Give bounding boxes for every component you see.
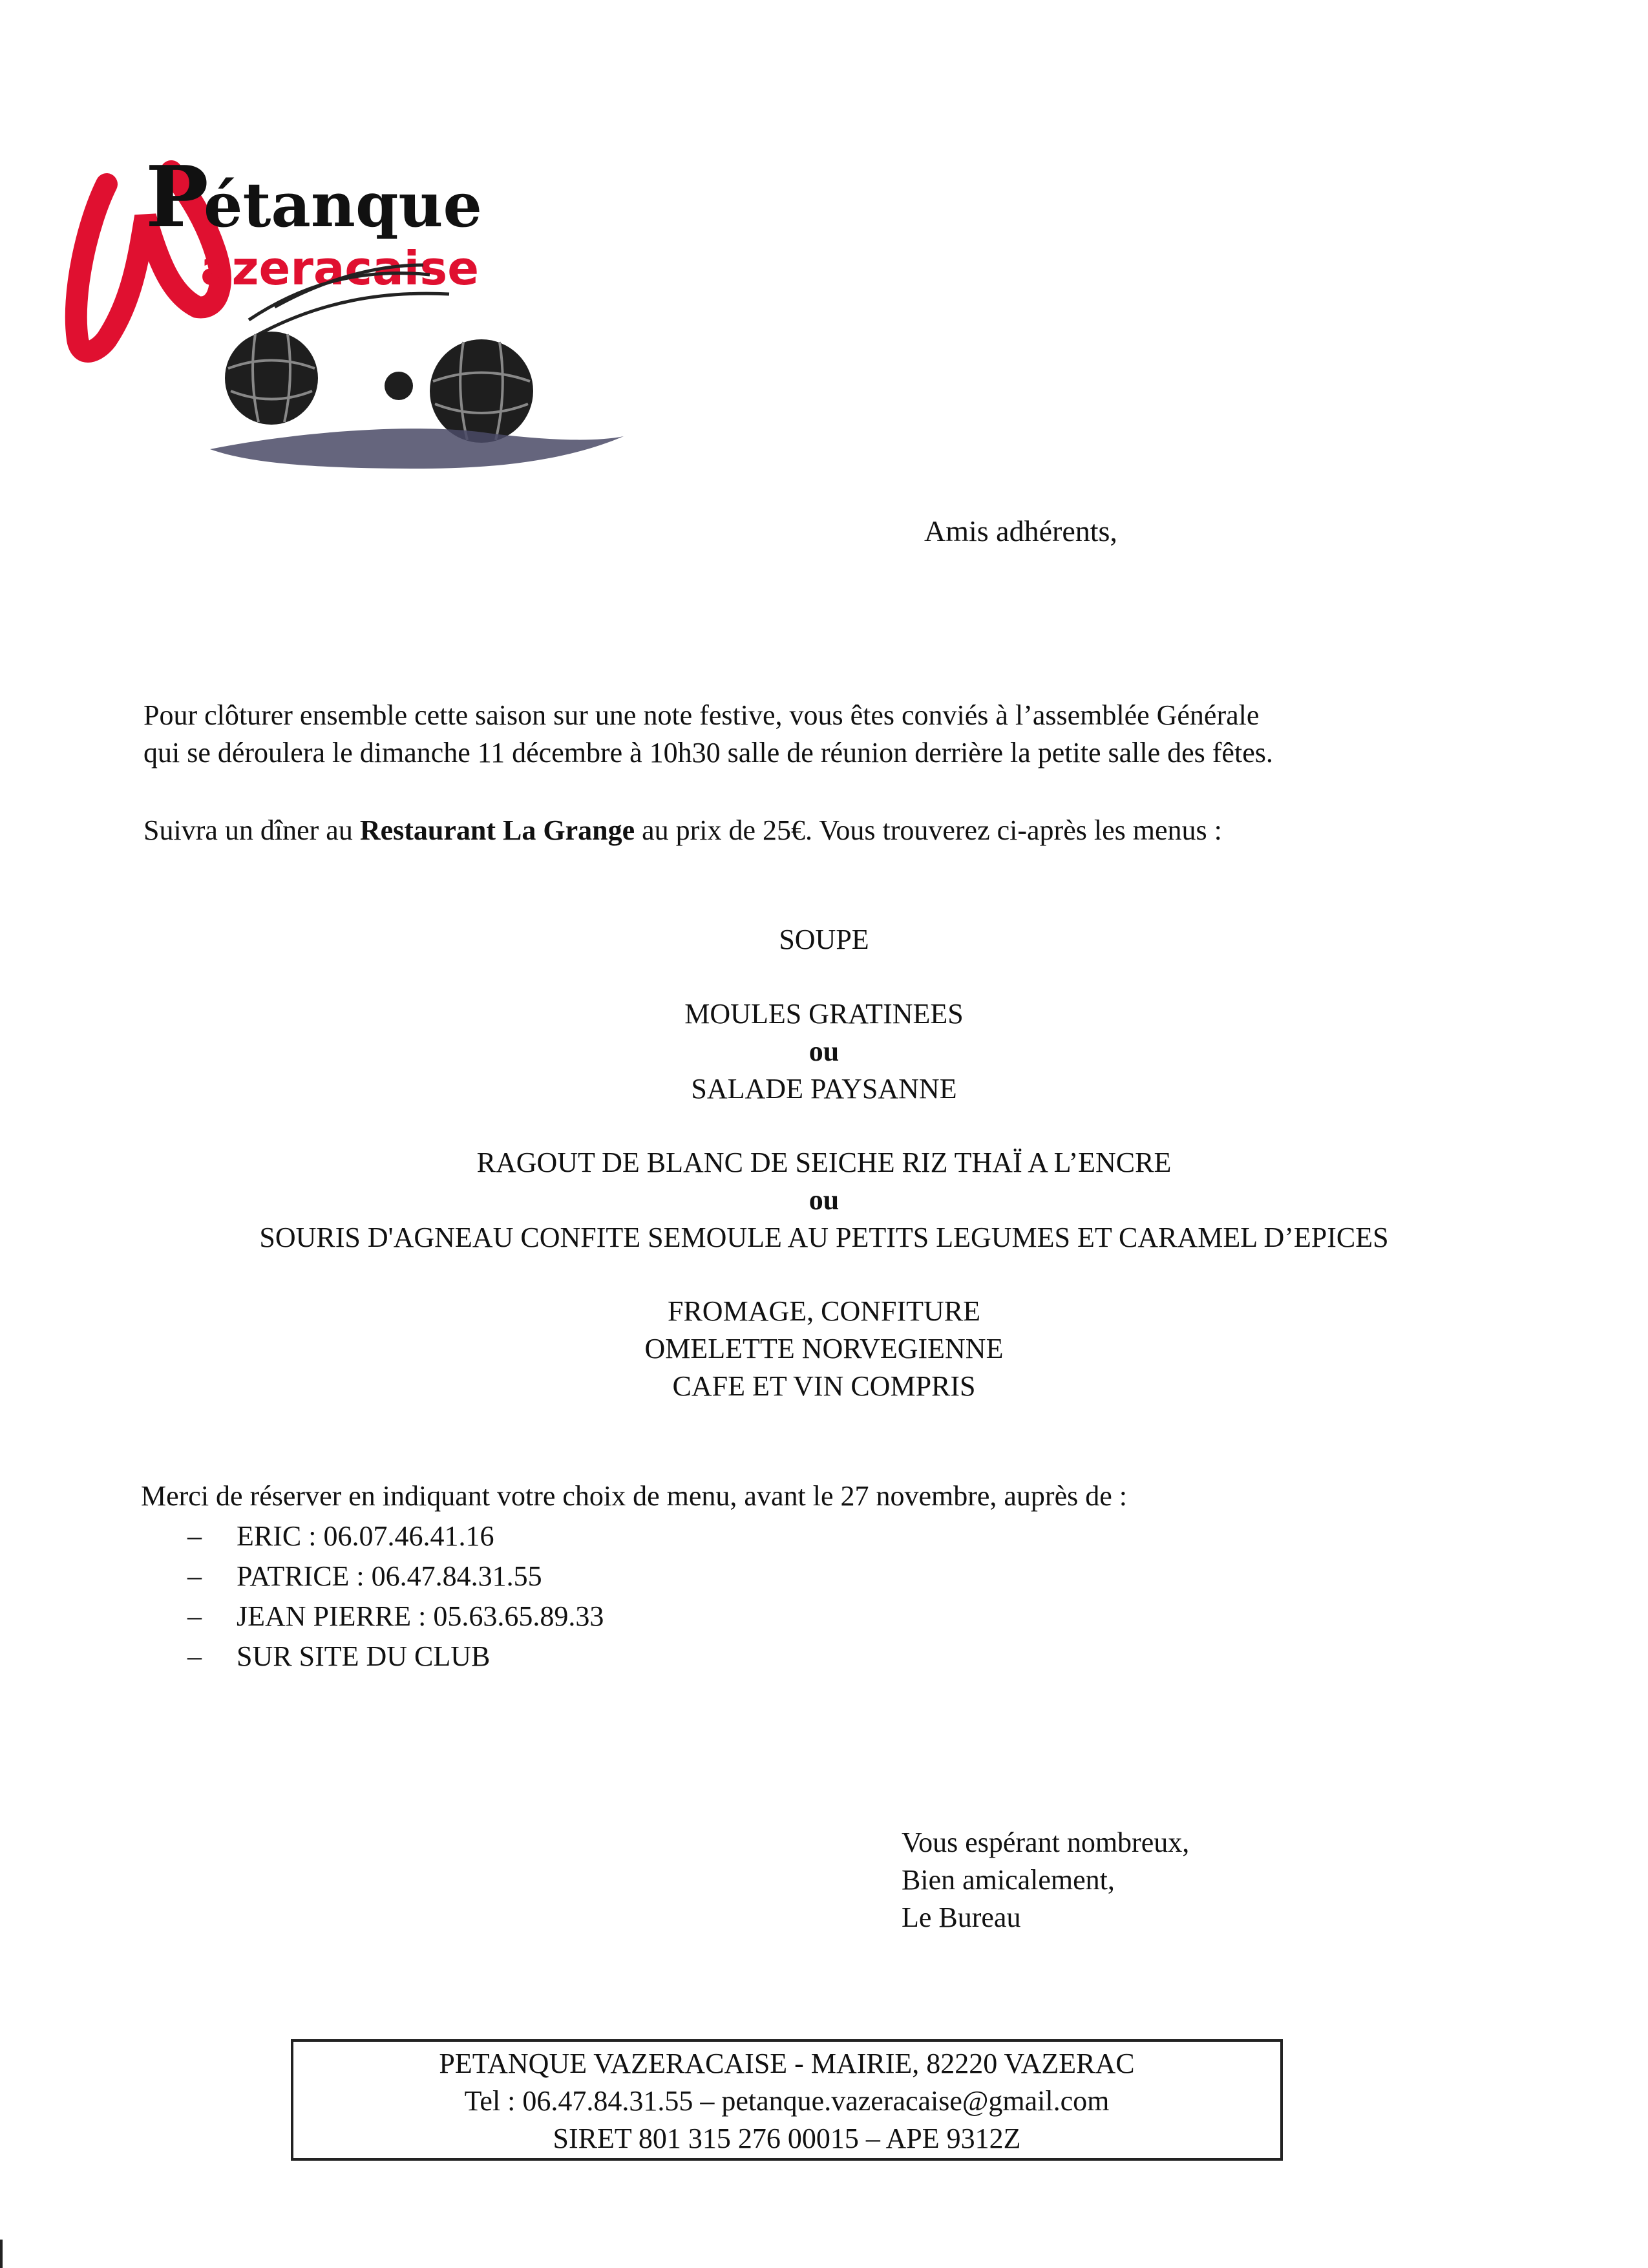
menu-main-a: RAGOUT DE BLANC DE SEICHE RIZ THAÏ A L’ENCRE	[476, 1147, 1172, 1178]
footer-phone-email: Tel : 06.47.84.31.55 – petanque.vazeracaise@gmail.com	[464, 2085, 1110, 2117]
closing-line-1: Vous espérant nombreux,	[902, 1827, 1190, 1858]
list-item	[187, 1596, 604, 1637]
list-item	[187, 1637, 604, 1677]
contact-list	[187, 1516, 604, 1677]
footer-contact-box	[291, 2039, 1283, 2161]
menu-main-b: SOURIS D'AGNEAU CONFITE SEMOULE AU PETITS LEGUMES ET CARAMEL D’EPICES	[259, 1222, 1389, 1253]
contact-eric: ERIC : 06.07.46.41.16	[237, 1520, 494, 1552]
menu-dessert-2: OMELETTE NORVEGIENNE	[644, 1333, 1004, 1364]
menu-dessert-1: FROMAGE, CONFITURE	[667, 1295, 981, 1327]
menu-starter-a: MOULES GRATINEES	[684, 998, 964, 1030]
menu-main-block	[0, 1144, 1648, 1256]
menu-or-2: ou	[808, 1184, 840, 1216]
closing-line-3: Le Bureau	[902, 1902, 1021, 1933]
menu-starter-b: SALADE PAYSANNE	[691, 1073, 957, 1105]
closing-line-2: Bien amicalement,	[902, 1864, 1115, 1896]
list-item	[187, 1516, 604, 1556]
contact-patrice: PATRICE : 06.47.84.31.55	[237, 1560, 542, 1592]
list-item	[187, 1556, 604, 1596]
greeting: Amis adhérents,	[924, 514, 1117, 547]
intro-paragraph	[143, 697, 1514, 772]
logo-initial-p: P	[145, 147, 209, 246]
footer-siret: SIRET 801 315 276 00015 – APE 9312Z	[553, 2123, 1021, 2154]
scan-edge-mark	[0, 2240, 3, 2268]
menu-starter-block	[0, 995, 1648, 1108]
logo-word-vazeracaise: azeracaise	[200, 241, 480, 295]
logo-boule-left	[225, 332, 318, 425]
reservation-text: Merci de réserver en indiquant votre choix de menu, avant le 27 novembre, auprès de :	[141, 1480, 1127, 1512]
restaurant-name: Restaurant La Grange	[359, 814, 635, 846]
intro-line-1: Pour clôturer ensemble cette saison sur une note festive, vous êtes conviés à l’assemblée Générale	[143, 699, 1260, 731]
list-dash: –	[187, 1640, 202, 1672]
club-logo	[61, 145, 675, 488]
menu-soup: SOUPE	[779, 924, 869, 955]
dinner-paragraph	[143, 812, 1514, 849]
contact-jean-pierre: JEAN PIERRE : 05.63.65.89.33	[237, 1600, 604, 1632]
contact-club-site: SUR SITE DU CLUB	[237, 1640, 491, 1672]
dinner-text-before: Suivra un dîner au	[143, 814, 360, 846]
logo-shadow	[210, 429, 624, 469]
list-dash: –	[187, 1520, 202, 1552]
list-dash: –	[187, 1600, 202, 1632]
list-dash: –	[187, 1560, 202, 1592]
intro-line-2: qui se déroulera le dimanche 11 décembre à 10h30 salle de réunion derrière la petite salle des fêtes.	[143, 737, 1273, 768]
logo-boule-right	[430, 339, 533, 443]
menu-soup-block	[0, 921, 1648, 959]
menu-or-1: ou	[808, 1035, 840, 1067]
logo-word-petanque: étanque	[204, 169, 482, 241]
closing-signature	[902, 1824, 1189, 1936]
footer-address: PETANQUE VAZERACAISE - MAIRIE, 82220 VAZERAC	[439, 2048, 1135, 2079]
logo-cochonnet	[385, 372, 413, 400]
menu-dessert-block	[0, 1293, 1648, 1405]
menu-dessert-3: CAFE ET VIN COMPRIS	[672, 1370, 976, 1402]
dinner-text-after: au prix de 25€. Vous trouverez ci-après les menus :	[635, 814, 1222, 846]
